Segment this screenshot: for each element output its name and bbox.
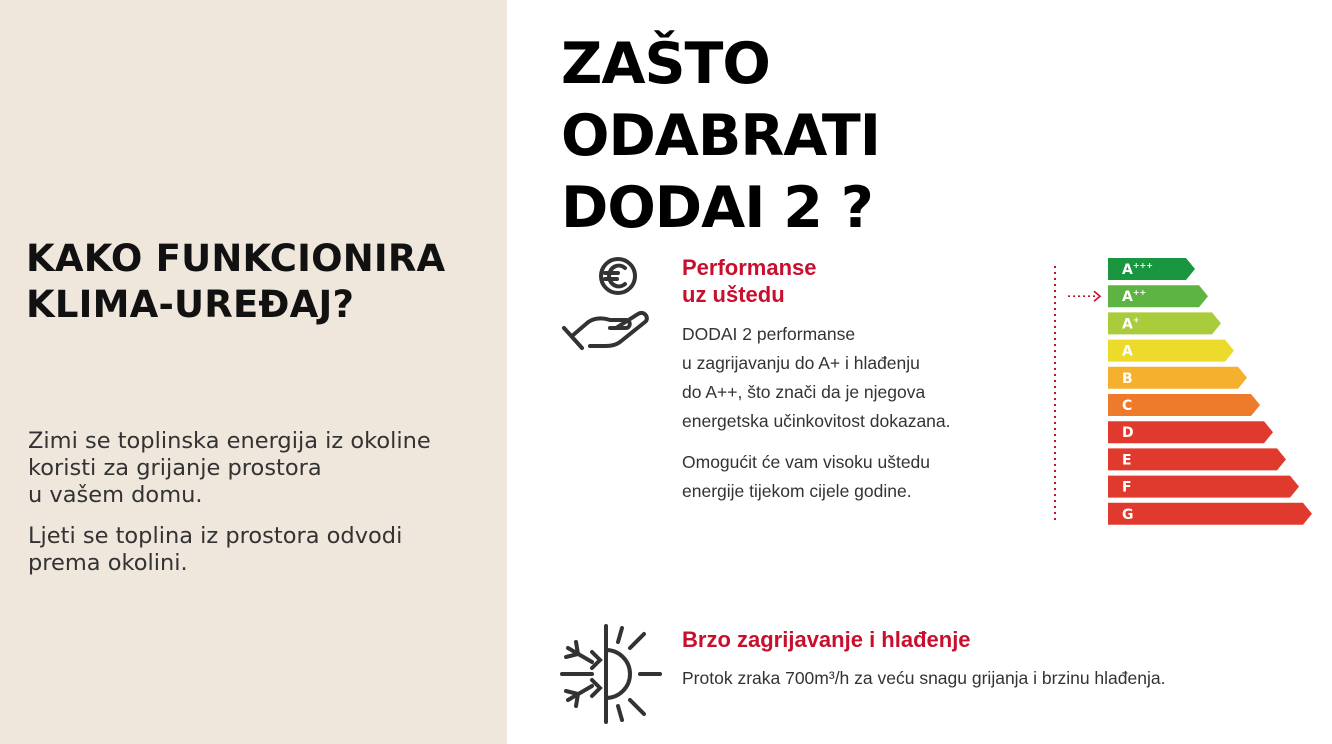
feature-1-title: Performanse uz uštedu [682, 255, 817, 307]
energy-class-label: F [1122, 479, 1132, 496]
energy-class-label: B [1122, 370, 1133, 387]
left-title [26, 236, 445, 328]
feature-2-body: Protok zraka 700m³/h za veću snagu grijanja i brzinu hlađenja. [682, 668, 1166, 688]
left-panel [0, 0, 507, 744]
hand-euro-icon [560, 254, 660, 354]
energy-class-label: D [1122, 425, 1134, 442]
left-text [28, 428, 488, 591]
energy-class-9 [1108, 476, 1299, 498]
energy-class-label: C [1122, 398, 1133, 414]
snowflake-sun-icon [556, 624, 668, 724]
energy-class-bar [1108, 503, 1312, 525]
energy-efficiency-label [1040, 256, 1320, 528]
energy-class-3 [1108, 312, 1221, 334]
feature-1-body [682, 320, 1022, 518]
energy-class-10 [1108, 503, 1312, 525]
main-title-text: ZAŠTO ODABRATI DODAI 2 ? [561, 31, 880, 241]
energy-class-4 [1108, 340, 1234, 362]
energy-class-2 [1108, 285, 1208, 307]
energy-class-bar [1108, 448, 1286, 470]
energy-class-8 [1108, 448, 1286, 470]
energy-class-label: A [1122, 343, 1133, 360]
feature-1-paragraph-1: DODAI 2 performanse u zagrijavanju do A+ i hlađenju do A++, što znači da je njegova energetska učinkovitost dokazana. [682, 324, 951, 431]
energy-class-7 [1108, 421, 1273, 443]
energy-class-label: G [1122, 506, 1134, 523]
left-title-text: KAKO FUNKCIONIRA KLIMA-UREĐAJ? [26, 237, 446, 326]
energy-marker-arrow [1068, 291, 1100, 301]
energy-class-label: A+ [1122, 315, 1140, 333]
energy-class-6 [1108, 394, 1260, 416]
left-paragraph-2: Ljeti se toplina iz prostora odvodi prema okolini. [28, 523, 403, 576]
energy-class-bar [1108, 476, 1299, 498]
feature-2-title: Brzo zagrijavanje i hlađenje [682, 627, 971, 652]
energy-class-label: A+++ [1122, 261, 1153, 278]
energy-class-label: E [1122, 452, 1132, 469]
left-paragraph-1: Zimi se toplinska energija iz okoline koristi za grijanje prostora u vašem domu. [28, 428, 431, 508]
energy-class-5 [1108, 367, 1247, 389]
main-title [561, 28, 880, 244]
energy-bars [1108, 258, 1312, 525]
energy-class-1 [1108, 258, 1195, 280]
energy-class-label: A++ [1122, 288, 1147, 306]
feature-1-paragraph-2: Omogućit će vam visoku uštedu energije tijekom cijele godine. [682, 452, 931, 501]
